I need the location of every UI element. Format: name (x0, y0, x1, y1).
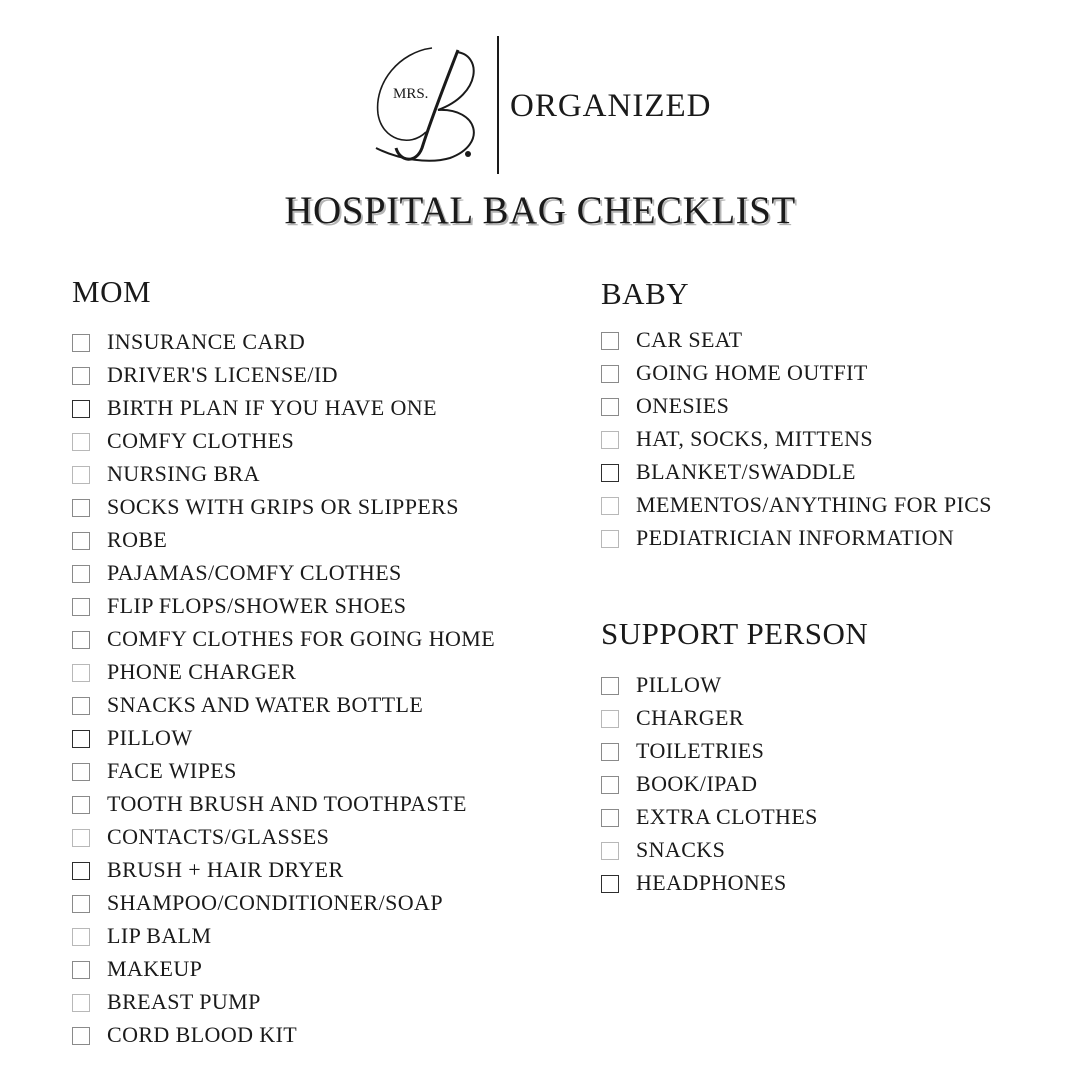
checkbox[interactable] (72, 367, 90, 385)
checklist-item[interactable] (601, 389, 1041, 422)
item-label: BLANKET/SWADDLE (636, 458, 856, 484)
item-label: HAT, SOCKS, MITTENS (636, 425, 873, 451)
item-label: ROBE (107, 526, 168, 552)
item-label: FLIP FLOPS/SHOWER SHOES (107, 592, 407, 618)
checkbox[interactable] (601, 497, 619, 515)
support-person-section (601, 617, 1041, 899)
item-label: SHAMPOO/CONDITIONER/SOAP (107, 889, 443, 915)
item-label: BREAST PUMP (107, 988, 261, 1014)
checkbox[interactable] (601, 332, 619, 350)
item-label: PILLOW (107, 724, 193, 750)
checklist-item[interactable] (72, 556, 542, 589)
checklist-item[interactable] (72, 688, 542, 721)
checkbox[interactable] (72, 565, 90, 583)
item-label: GOING HOME OUTFIT (636, 359, 868, 385)
item-label: COMFY CLOTHES (107, 427, 295, 453)
checklist-item[interactable] (601, 455, 1041, 488)
checkbox[interactable] (72, 895, 90, 913)
mom-heading: MOM (72, 274, 152, 309)
baby-checklist (601, 323, 1041, 554)
checklist-item[interactable] (72, 820, 542, 853)
item-label: SOCKS WITH GRIPS OR SLIPPERS (107, 493, 459, 519)
checkbox[interactable] (601, 677, 619, 695)
checkbox[interactable] (601, 875, 619, 893)
checklist-item[interactable] (72, 622, 542, 655)
checkbox[interactable] (72, 763, 90, 781)
checkbox[interactable] (72, 697, 90, 715)
checklist-item[interactable] (601, 833, 1041, 866)
item-label: INSURANCE CARD (107, 328, 306, 354)
checklist-item[interactable] (601, 323, 1041, 356)
checklist-item[interactable] (72, 919, 542, 952)
item-label: CHARGER (636, 704, 744, 730)
checkbox[interactable] (601, 431, 619, 449)
baby-section (601, 277, 1041, 554)
checklist-item[interactable] (601, 767, 1041, 800)
checkbox[interactable] (72, 994, 90, 1012)
item-label: FACE WIPES (107, 757, 237, 783)
checklist-item[interactable] (72, 853, 542, 886)
item-label: SNACKS AND WATER BOTTLE (107, 691, 424, 717)
checklist-item[interactable] (72, 886, 542, 919)
item-label: TOOTH BRUSH AND TOOTHPASTE (107, 790, 467, 816)
item-label: PEDIATRICIAN INFORMATION (636, 524, 955, 550)
item-label: TOILETRIES (636, 737, 765, 763)
item-label: MEMENTOS/ANYTHING FOR PICS (636, 491, 992, 517)
checklist-item[interactable] (72, 655, 542, 688)
checklist-item[interactable] (72, 523, 542, 556)
checklist-item[interactable] (601, 866, 1041, 899)
checklist-item[interactable] (601, 356, 1041, 389)
item-label: BIRTH PLAN IF YOU HAVE ONE (107, 394, 437, 420)
logo-mrs-text: MRS. (393, 86, 429, 102)
checkbox[interactable] (601, 710, 619, 728)
checkbox[interactable] (72, 1027, 90, 1045)
mom-section (72, 275, 542, 1051)
support-person-checklist (601, 668, 1041, 899)
checkbox[interactable] (72, 400, 90, 418)
checklist-item[interactable] (72, 457, 542, 490)
checkbox[interactable] (72, 961, 90, 979)
checklist-item[interactable] (72, 325, 542, 358)
item-label: BRUSH + HAIR DRYER (107, 856, 344, 882)
checkbox[interactable] (601, 398, 619, 416)
checklist-item[interactable] (72, 490, 542, 523)
checkbox[interactable] (72, 532, 90, 550)
checkbox[interactable] (72, 928, 90, 946)
checkbox[interactable] (72, 499, 90, 517)
item-label: EXTRA CLOTHES (636, 803, 818, 829)
page-title: HOSPITAL BAG CHECKLIST (284, 189, 796, 232)
support-person-heading: SUPPORT PERSON (601, 616, 869, 651)
checkbox[interactable] (72, 730, 90, 748)
checkbox[interactable] (601, 842, 619, 860)
checkbox[interactable] (72, 631, 90, 649)
brand-logo (370, 36, 715, 176)
mom-checklist (72, 325, 542, 1051)
item-label: BOOK/IPAD (636, 770, 758, 796)
checklist-item[interactable] (601, 800, 1041, 833)
logo-divider (497, 36, 499, 174)
item-label: ONESIES (636, 392, 730, 418)
item-label: CORD BLOOD KIT (107, 1021, 298, 1047)
item-label: PHONE CHARGER (107, 658, 297, 684)
checklist-item[interactable] (72, 952, 542, 985)
checkbox[interactable] (72, 334, 90, 352)
item-label: PILLOW (636, 671, 722, 697)
checklist-item[interactable] (601, 668, 1041, 701)
checkbox[interactable] (601, 530, 619, 548)
checklist-item[interactable] (72, 985, 542, 1018)
checklist-item[interactable] (72, 1018, 542, 1051)
mrs-b-monogram-icon (370, 36, 490, 176)
checkbox[interactable] (72, 862, 90, 880)
checklist-item[interactable] (601, 521, 1041, 554)
checklist-item[interactable] (601, 488, 1041, 521)
checkbox[interactable] (601, 464, 619, 482)
checklist-item[interactable] (601, 701, 1041, 734)
item-label: PAJAMAS/COMFY CLOTHES (107, 559, 402, 585)
item-label: CAR SEAT (636, 326, 743, 352)
checkbox[interactable] (601, 365, 619, 383)
item-label: HEADPHONES (636, 869, 787, 895)
item-label: SNACKS (636, 836, 726, 862)
checkbox[interactable] (72, 598, 90, 616)
checkbox[interactable] (601, 776, 619, 794)
baby-heading: BABY (601, 276, 690, 311)
checklist-item[interactable] (72, 424, 542, 457)
checklist-item[interactable] (601, 734, 1041, 767)
item-label: LIP BALM (107, 922, 212, 948)
item-label: CONTACTS/GLASSES (107, 823, 330, 849)
checklist-item[interactable] (72, 391, 542, 424)
checklist-item[interactable] (72, 589, 542, 622)
checklist-item[interactable] (72, 754, 542, 787)
logo-wordmark: ORGANIZED (510, 88, 712, 124)
checkbox[interactable] (72, 796, 90, 814)
checklist-item[interactable] (72, 358, 542, 391)
item-label: DRIVER'S LICENSE/ID (107, 361, 338, 387)
checklist-item[interactable] (72, 721, 542, 754)
item-label: COMFY CLOTHES FOR GOING HOME (107, 625, 496, 651)
checklist-item[interactable] (601, 422, 1041, 455)
item-label: NURSING BRA (107, 460, 260, 486)
checkbox[interactable] (72, 433, 90, 451)
item-label: MAKEUP (107, 955, 203, 981)
checklist-item[interactable] (72, 787, 542, 820)
checkbox[interactable] (72, 664, 90, 682)
checkbox[interactable] (72, 829, 90, 847)
checkbox[interactable] (72, 466, 90, 484)
checkbox[interactable] (601, 809, 619, 827)
checkbox[interactable] (601, 743, 619, 761)
